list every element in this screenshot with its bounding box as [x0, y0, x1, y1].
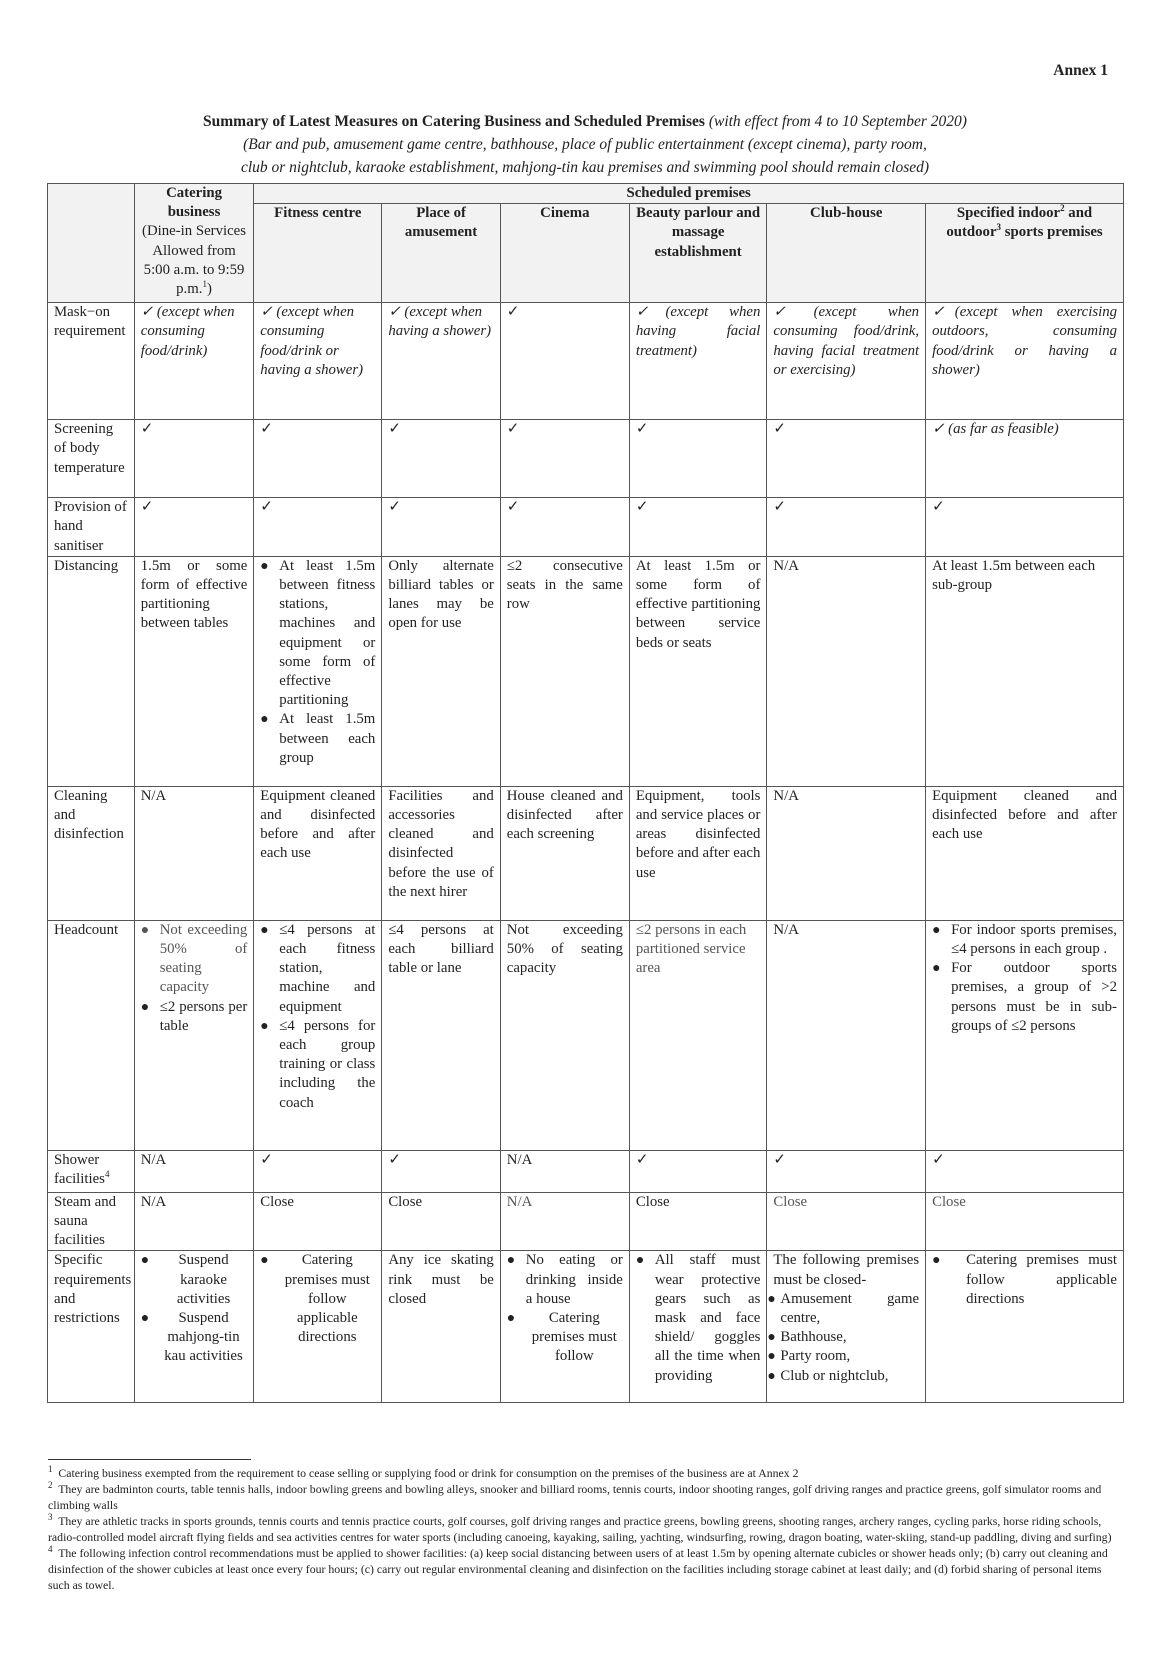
sports-header-a: Specified indoor — [956, 205, 1061, 222]
cell-steam-sports: Close — [926, 1192, 1124, 1251]
list-item: ● No eating or drinking inside a house — [507, 1251, 623, 1309]
list-item: ● ≤2 persons per table — [141, 998, 248, 1036]
check-mark: ✓ — [134, 498, 254, 557]
list-item: ● For outdoor sports premises, a group of >2 persons must be in sub-groups of ≤2 persons — [932, 959, 1117, 1036]
row-steam — [48, 1192, 1124, 1251]
row-sanitiser — [48, 498, 1124, 557]
cell-distancing-amusement: Only alternate billiard tables or lanes may be open for use — [382, 556, 500, 786]
cell-specific-fitness — [254, 1251, 382, 1403]
bullet-list — [507, 1251, 623, 1366]
catering-note-close: ) — [206, 281, 212, 298]
row-screening — [48, 420, 1124, 498]
bullet-list — [767, 1290, 919, 1386]
row-label: Steam and sauna facilities — [48, 1192, 135, 1251]
row-headcount — [48, 920, 1124, 1150]
document-title — [48, 110, 1122, 179]
cell-specific-beauty — [629, 1251, 767, 1403]
cell-headcount-amusement: ≤4 persons at each billiard table or lane — [382, 920, 500, 1150]
row-cleaning — [48, 786, 1124, 920]
title-effective-date: (with effect from 4 to 10 September 2020) — [708, 113, 967, 130]
cell-mask-beauty: ✓(except when having facial treatment) — [629, 303, 767, 420]
measures-table — [47, 183, 1124, 1403]
cell-headcount-beauty: ≤2 persons in each partitioned service area — [629, 920, 767, 1150]
header-catering — [134, 184, 254, 303]
cell-distancing-catering: 1.5m or some form of effective partitioning between tables — [134, 556, 254, 786]
cell-headcount-cinema: Not exceeding 50% of seating capacity — [500, 920, 629, 1150]
check-mark: ✓ — [629, 420, 767, 498]
list-item: ● Bathhouse, — [767, 1328, 919, 1347]
footnotes — [48, 1465, 1124, 1593]
check-mark: ✓ — [254, 498, 382, 557]
cell-mask-cinema: ✓ — [500, 303, 629, 420]
header-sports — [926, 204, 1124, 303]
header-scheduled-premises: Scheduled premises — [254, 184, 1124, 204]
cell-headcount-catering — [134, 920, 254, 1150]
cell-cleaning-amusement: Facilities and accessories cleaned and disinfected before the use of the next hirer — [382, 786, 500, 920]
cell-shower-clubhouse: ✓ — [767, 1150, 926, 1192]
footnote-text: They are badminton courts, table tennis halls, indoor bowling greens and bowling alleys, snooker and billiard rooms, tennis courts, indoor shooting ranges, golf driving ranges and practice greens, golf simulator rooms and climbing walls — [48, 1482, 1102, 1512]
header-fitness: Fitness centre — [254, 204, 382, 303]
cell-cleaning-cinema: House cleaned and disinfected after each screening — [500, 786, 629, 920]
header-amusement: Place of amusement — [382, 204, 500, 303]
cell-distancing-beauty: At least 1.5m or some form of effective partitioning between service beds or seats — [629, 556, 767, 786]
row-label: Distancing — [48, 556, 135, 786]
check-mark: ✓ — [767, 498, 926, 557]
check-mark: ✓ — [382, 420, 500, 498]
cell-steam-catering: N/A — [134, 1192, 254, 1251]
cell-mask-sports: ✓(except when exercising outdoors, consuming food/drink or having a shower) — [926, 303, 1124, 420]
cell-specific-clubhouse — [767, 1251, 926, 1403]
title-line-1 — [48, 110, 1122, 133]
clubhouse-intro: The following premises must be closed- — [773, 1252, 920, 1288]
list-item: ● Suspend mahjong-tin kau activities — [141, 1309, 248, 1367]
check-mark: ✓ — [254, 420, 382, 498]
cell-headcount-sports — [926, 920, 1124, 1150]
cell-steam-beauty: Close — [629, 1192, 767, 1251]
row-label: Screening of body temperature — [48, 420, 135, 498]
bullet-list — [932, 1251, 1117, 1309]
bullet-list — [260, 557, 375, 768]
list-item: ● ≤4 persons at each fitness station, machine and equipment — [260, 921, 375, 1017]
title-line-3: club or nightclub, karaoke establishment, mahjong-tin kau premises and swimming pool should remain closed) — [240, 159, 930, 176]
footnote-text: Catering business exempted from the requirement to cease selling or supplying food or drink for consumption on the premises of the business are at Annex 2 — [58, 1466, 799, 1480]
list-item: ● ≤4 persons for each group training or class including the coach — [260, 1017, 375, 1113]
cell-specific-cinema — [500, 1251, 629, 1403]
footnote-3 — [48, 1513, 1124, 1545]
footnote-divider — [48, 1459, 251, 1460]
list-item: ● Catering premises must follow — [507, 1309, 623, 1367]
row-label-text: Shower facilities — [54, 1151, 105, 1188]
list-item: ● All staff must wear protective gears such as mask and face shield/ goggles all the time when providing — [636, 1251, 761, 1385]
check-mark: ✓ — [500, 498, 629, 557]
title-line-2: (Bar and pub, amusement game centre, bathhouse, place of public entertainment (except cinema), party room, — [243, 136, 927, 153]
footnote-2 — [48, 1481, 1124, 1513]
cell-mask-catering: ✓ (except when consuming food/drink) — [134, 303, 254, 420]
row-label: Cleaning and disinfection — [48, 786, 135, 920]
sports-header-c: sports premises — [1001, 224, 1103, 241]
footnote-text: They are athletic tracks in sports grounds, tennis courts and tennis practice courts, golf courses, golf driving ranges and practice greens, bowling greens, shooting ranges, archery ranges, cycling parks, horse riding schools, radio-controlled model aircraft flying fields and sea activities centres for water sports (including canoeing, kayaking, sailing, yachting, windsurfing, rowing, dragon boating, water-skiing, stand-up paddling, diving and surfing) — [48, 1514, 1112, 1544]
list-item: ● Catering premises must follow applicable directions — [932, 1251, 1117, 1309]
bullet-list — [636, 1251, 761, 1385]
cell-specific-sports — [926, 1251, 1124, 1403]
footnote-text: The following infection control recommendations must be applied to shower facilities: (a) keep social distancing between users of at least 1.5m by opening alternate cubicles or shower heads only; (b) carry out cleaning and disinfection of the shower cubicles at least once every four hours; (c) carry out regular environmental cleaning and disinfection on the facilities including storage cabinet at least daily; and (d) forbid sharing of personal items such as towel. — [48, 1546, 1108, 1592]
list-item: ● Not exceeding 50% of seating capacity — [141, 921, 248, 998]
cell-distancing-sports: At least 1.5m between each sub-group — [926, 556, 1124, 786]
cell-shower-fitness: ✓ — [254, 1150, 382, 1192]
list-item: ● Suspend karaoke activities — [141, 1251, 248, 1309]
list-item: ● Catering premises must follow applicable directions — [260, 1251, 375, 1347]
catering-note-text: (Dine-in Services Allowed from 5:00 a.m. to 9:59 p.m. — [142, 223, 246, 298]
cell-shower-amusement: ✓ — [382, 1150, 500, 1192]
bullet-list — [260, 1251, 375, 1347]
footnote-ref-3: 3 — [996, 222, 1002, 233]
row-label: Mask−on requirement — [48, 303, 135, 420]
cell-cleaning-beauty: Equipment, tools and service places or areas disinfected before and after each use — [629, 786, 767, 920]
corner-cell — [48, 184, 135, 303]
footnote-4 — [48, 1545, 1124, 1593]
list-item: ● At least 1.5m between fitness stations, machines and equipment or some form of effective partitioning — [260, 557, 375, 711]
bullet-list — [141, 1251, 248, 1366]
cell-shower-beauty: ✓ — [629, 1150, 767, 1192]
row-label: Provision of hand sanitiser — [48, 498, 135, 557]
footnote-marker: 2 — [48, 1480, 53, 1491]
row-label: Headcount — [48, 920, 135, 1150]
cell-mask-amusement: ✓ (except when having a shower) — [382, 303, 500, 420]
list-item: ● At least 1.5m between each group — [260, 710, 375, 768]
cell-specific-catering — [134, 1251, 254, 1403]
footnote-marker: 1 — [48, 1464, 53, 1475]
check-mark: ✓ — [382, 498, 500, 557]
bullet-list — [141, 921, 248, 1036]
cell-cleaning-fitness: Equipment cleaned and disinfected before and after each use — [254, 786, 382, 920]
header-catering-title: Catering business — [166, 185, 222, 221]
cell-steam-cinema: N/A — [500, 1192, 629, 1251]
row-shower — [48, 1150, 1124, 1192]
footnote-ref-1: 1 — [202, 279, 207, 290]
title-bold: Summary of Latest Measures on Catering Business and Scheduled Premises — [203, 113, 705, 130]
header-cinema: Cinema — [500, 204, 629, 303]
cell-steam-fitness: Close — [254, 1192, 382, 1251]
footnote-ref-4: 4 — [104, 1169, 110, 1180]
footnote-marker: 3 — [48, 1512, 53, 1523]
check-mark: ✓ — [500, 420, 629, 498]
cell-shower-cinema: N/A — [500, 1150, 629, 1192]
footnote-marker: 4 — [48, 1544, 53, 1555]
cell-mask-fitness: ✓ (except when consuming food/drink or having a shower) — [254, 303, 382, 420]
cell-cleaning-clubhouse: N/A — [767, 786, 926, 920]
annex-label: Annex 1 — [1053, 62, 1108, 79]
cell-steam-clubhouse: Close — [767, 1192, 926, 1251]
check-mark: ✓ — [629, 498, 767, 557]
cell-mask-clubhouse: ✓(except when consuming food/drink, having facial treatment or exercising) — [767, 303, 926, 420]
row-label: Specific requirements and restrictions — [48, 1251, 135, 1403]
cell-steam-amusement: Close — [382, 1192, 500, 1251]
cell-headcount-fitness — [254, 920, 382, 1150]
list-item: ● Party room, — [767, 1347, 919, 1366]
row-distancing — [48, 556, 1124, 786]
footnote-1 — [48, 1465, 1124, 1481]
row-mask — [48, 303, 1124, 420]
cell-distancing-cinema: ≤2 consecutive seats in the same row — [500, 556, 629, 786]
header-clubhouse: Club-house — [767, 204, 926, 303]
check-mark: ✓ — [134, 420, 254, 498]
sports-header-b: and outdoor — [946, 205, 1093, 241]
list-item: ● Club or nightclub, — [767, 1367, 919, 1386]
cell-cleaning-sports: Equipment cleaned and disinfected before and after each use — [926, 786, 1124, 920]
cell-shower-sports: ✓ — [926, 1150, 1124, 1192]
bullet-list — [932, 921, 1117, 1036]
header-beauty: Beauty parlour and massage establishment — [629, 204, 767, 303]
cell-screening-sports: ✓ (as far as feasible) — [926, 420, 1124, 498]
row-label — [48, 1150, 135, 1192]
cell-distancing-clubhouse: N/A — [767, 556, 926, 786]
cell-specific-amusement: Any ice skating rink must be closed — [382, 1251, 500, 1403]
cell-cleaning-catering: N/A — [134, 786, 254, 920]
bullet-list — [260, 921, 375, 1113]
header-catering-note — [142, 223, 246, 297]
row-specific — [48, 1251, 1124, 1403]
cell-headcount-clubhouse: N/A — [767, 920, 926, 1150]
cell-shower-catering: N/A — [134, 1150, 254, 1192]
list-item: ● Amusement game centre, — [767, 1290, 919, 1328]
header-row-1 — [48, 184, 1124, 204]
check-mark: ✓ — [767, 420, 926, 498]
footnote-ref-2: 2 — [1060, 203, 1065, 214]
list-item: ● For indoor sports premises, ≤4 persons in each group . — [932, 921, 1117, 959]
cell-distancing-fitness — [254, 556, 382, 786]
check-mark: ✓ — [926, 498, 1124, 557]
